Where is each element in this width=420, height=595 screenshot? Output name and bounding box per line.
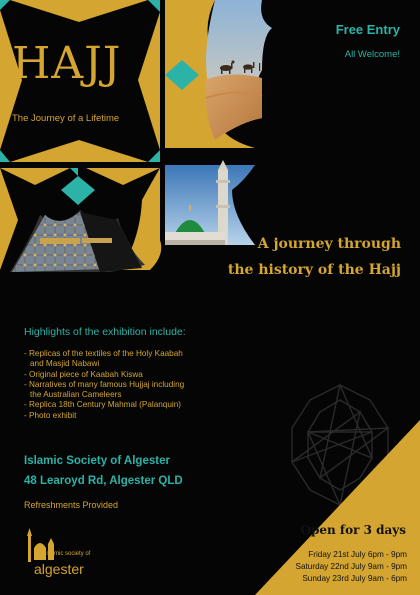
schedule-day: Friday 21st July 6pm - 9pm <box>308 550 407 559</box>
poster-title: HAJJ <box>12 38 122 89</box>
logo-text-small: islamic society of <box>45 551 91 557</box>
venue-address: 48 Learoyd Rd, Algester QLD <box>24 475 183 487</box>
highlight-item: - Replica 18th Century Mahmal (Palanquin) <box>24 400 182 410</box>
schedule-heading: Open for 3 days <box>300 523 406 537</box>
tagline <box>181 231 401 283</box>
venue-block <box>24 451 183 491</box>
schedule-dates <box>296 549 408 585</box>
schedule-day: Sunday 23rd July 9am - 6pm <box>302 574 407 583</box>
highlight-item: and Masjid Nabawi <box>30 359 100 369</box>
highlight-item: - Replicas of the textiles of the Holy Kaabah <box>24 349 183 358</box>
highlight-item: - Original piece of Kaabah Kiswa <box>24 369 143 379</box>
highlight-item: the Australian Cameleers <box>30 390 122 400</box>
venue-name: Islamic Society of Algester <box>24 455 170 467</box>
highlight-item: - Photo exhibit <box>24 410 77 420</box>
highlights-list <box>24 349 264 421</box>
schedule-day: Saturday 22nd July 9am - 9pm <box>295 562 407 571</box>
highlights-heading: Highlights of the exhibition include: <box>24 326 186 338</box>
highlight-item: - Narratives of many famous Hujjaj including <box>24 379 185 389</box>
refreshments-note: Refreshments Provided <box>24 500 119 510</box>
poster-subtitle: The Journey of a Lifetime <box>12 113 120 124</box>
kaaba-photo <box>10 210 145 272</box>
free-entry-label: Free Entry <box>335 22 400 37</box>
desert-caravan-photo <box>205 0 272 140</box>
tagline-line-1: A journey through <box>257 236 401 252</box>
tagline-line-2: the history of the Hajj <box>227 262 401 278</box>
logo-text-large: algester <box>34 561 84 577</box>
all-welcome-label: All Welcome! <box>344 49 400 60</box>
